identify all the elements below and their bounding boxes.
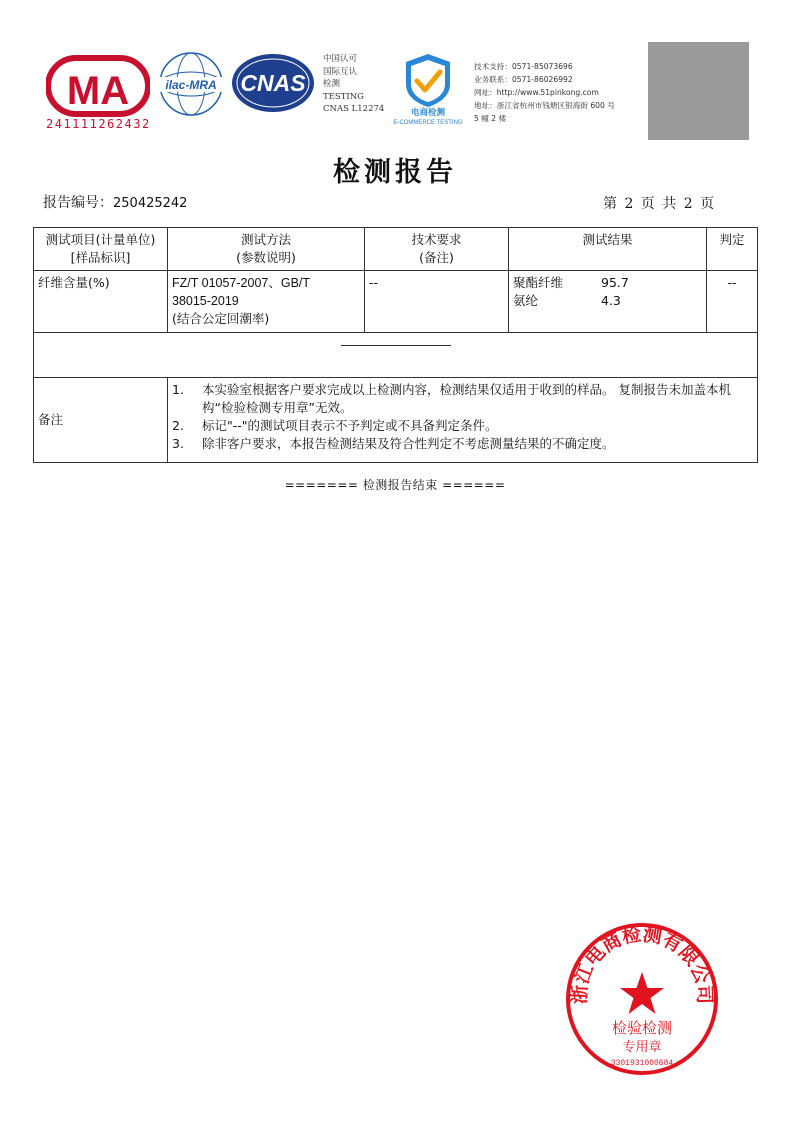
method-line2: 38015-2019 (172, 294, 239, 308)
note-item (172, 381, 753, 417)
cnas-line: 国际互认 (323, 66, 358, 77)
cnas-line: 中国认可 (323, 54, 358, 64)
note-num: 3. (172, 436, 184, 451)
header-item-line1: 测试项目(计量单位) (45, 232, 156, 247)
contact-address: 地址：浙江省杭州市钱塘区银海街 600 号 (474, 101, 615, 110)
cma-number: 241111262432 (46, 117, 151, 131)
cell-result (509, 271, 707, 333)
notes-cell (168, 378, 758, 463)
cnas-accreditation-text (323, 53, 384, 116)
note-text: 标记"--"的测试项目表示不予判定或不具备判定条件。 (202, 418, 498, 433)
official-seal (563, 920, 721, 1078)
note-num: 1. (172, 382, 184, 397)
table-header-row (34, 228, 758, 271)
header-result: 测试结果 (509, 228, 707, 271)
result-line (513, 292, 702, 310)
note-text: 除非客户要求，本报告检测结果及符合性判定不考虑测量结果的不确定度。 (202, 436, 615, 451)
cnas-line: 检测 (323, 79, 341, 89)
result-value: 4.3 (601, 293, 621, 308)
result-value: 95.7 (601, 275, 629, 290)
note-text: 本实验室根据客户要求完成以上检测内容，检测结果仅适用于收到的样品。 复制报告未加盖本机构“检验检测专用章”无效。 (202, 382, 731, 415)
seal-line1: 检验检测 (611, 1019, 673, 1037)
cnas-logo (230, 52, 316, 114)
method-line3: (结合公定回潮率) (172, 311, 270, 326)
page-title: 检测报告 (333, 157, 457, 188)
cma-logo-text: MA (66, 69, 130, 113)
blank-divider (341, 345, 451, 346)
result-line (513, 274, 702, 292)
header-req-line2: (备注) (419, 250, 454, 265)
header-method-line1: 测试方法 (240, 232, 291, 247)
header-requirement (365, 228, 509, 271)
contact-phone-business: 业务联系：0571-86026992 (474, 75, 573, 84)
cell-method (168, 271, 365, 333)
ilac-logo-text: ilac-MRA (165, 78, 217, 92)
page-info: 第 2 页 共 2 页 (603, 196, 715, 212)
result-fiber: 聚酯纤维 (513, 275, 564, 290)
note-item (172, 435, 753, 453)
header-item (34, 228, 168, 271)
redacted-image-block (648, 42, 749, 140)
cnas-logo-text: CNAS (240, 70, 306, 96)
contact-info (474, 60, 639, 125)
seal-line2: 专用章 (622, 1040, 662, 1055)
note-num: 2. (172, 418, 184, 433)
cell-requirement: -- (365, 271, 509, 333)
table-row (34, 271, 758, 333)
seal-org-text: 浙江电商检测有限公司 (568, 923, 716, 1005)
result-fiber: 氨纶 (513, 293, 539, 308)
cell-judge: -- (707, 271, 758, 333)
header-method (168, 228, 365, 271)
report-number (43, 192, 187, 212)
cell-item: 纤维含量(%) (34, 271, 168, 333)
ec-logo-title: 电商检测 (410, 108, 446, 118)
cnas-line: TESTING (323, 91, 364, 102)
cnas-line: CNAS L12274 (323, 104, 385, 114)
report-number-label: 报告编号： (43, 195, 113, 211)
notes-row (34, 378, 758, 463)
header-item-line2: [样品标识] (70, 250, 131, 265)
notes-label: 备注 (34, 378, 168, 463)
contact-website: 网址：http://www.51pinkong.com (474, 88, 599, 97)
header-req-line1: 技术要求 (411, 232, 462, 247)
contact-phone-tech: 技术支持：0571-85073696 (474, 62, 573, 71)
report-end-marker: ======= 检测报告结束 ====== (284, 478, 506, 492)
seal-star-icon (620, 972, 664, 1014)
contact-address-cont: 5 幢 2 楼 (474, 114, 507, 123)
ilac-mra-logo (157, 50, 225, 118)
ec-logo-subtitle: E-COMMERCE TESTING (393, 120, 463, 126)
blank-row (34, 333, 758, 378)
note-item (172, 417, 753, 435)
blank-cell (34, 333, 758, 378)
results-table (33, 227, 758, 463)
header-judge: 判定 (707, 228, 758, 271)
header-method-line2: (参数说明) (236, 250, 296, 265)
ecommerce-testing-logo (390, 50, 466, 126)
report-number-value: 250425242 (113, 196, 188, 211)
method-line1: FZ/T 01057-2007、GB/T (172, 276, 311, 290)
seal-code: 3301931000684 (610, 1059, 674, 1068)
